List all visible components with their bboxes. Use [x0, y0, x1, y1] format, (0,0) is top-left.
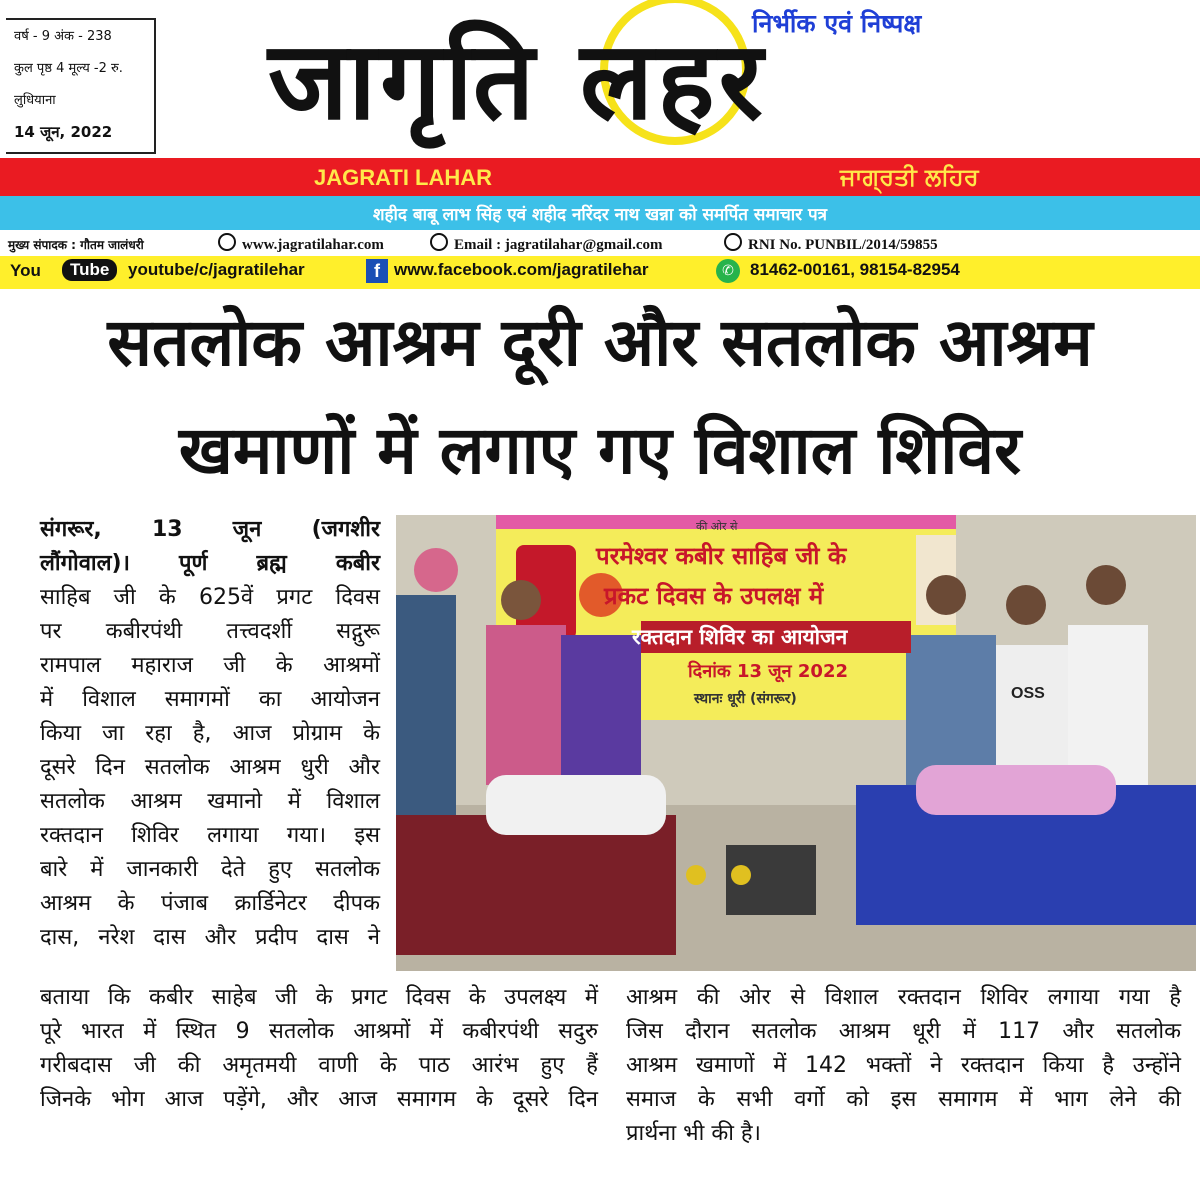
- article-line: लौंगोवाल)। पूर्ण ब्रह्म कबीर: [40, 551, 380, 576]
- article-line: बताया कि कबीर साहेब जी के प्रगट दिवस के उपलक्ष्य में: [40, 985, 598, 1010]
- issue-city: लुधियाना: [14, 93, 56, 108]
- shirt-text: OSS: [1011, 685, 1045, 702]
- email-link[interactable]: Email : jagratilahar@gmail.com: [454, 237, 663, 253]
- email-item: [430, 233, 663, 254]
- headline-line-1: सतलोक आश्रम दूरी और सतलोक आश्रम: [107, 304, 1093, 381]
- editor-name: मुख्य संपादक : गौतम जालंधरी: [8, 238, 144, 252]
- rni-number: RNI No. PUNBIL/2014/59855: [748, 237, 938, 253]
- article-line: गरीबदास जी की अमृतमयी वाणी के पाठ आरंभ हुए हैं: [40, 1053, 598, 1078]
- article-line: आश्रम के पंजाब क्रार्डिनेटर दीपक: [40, 891, 380, 916]
- whatsapp-icon: ✆: [716, 259, 740, 283]
- dedication-text: शहीद बाबू लाभ सिंह एवं शहीद नरिंदर नाथ खन्ना को समर्पित समाचार पत्र: [372, 205, 828, 225]
- article-left-column: [40, 513, 380, 955]
- article-line: साहिब जी के 625वें प्रगट दिवस: [40, 585, 380, 610]
- youtube-icon: Tube: [62, 259, 117, 281]
- youtube-logo-you: You: [10, 261, 41, 280]
- facebook-icon: f: [366, 259, 388, 283]
- article-line: प्रार्थना भी की है।: [626, 1121, 761, 1146]
- rni-item: [724, 233, 938, 254]
- article-line: में विशाल समागमों का आयोजन: [40, 687, 380, 712]
- english-name: JAGRATI LAHAR: [314, 165, 493, 190]
- bullet-icon: [430, 233, 448, 251]
- article-line: जिस दौरान सतलोक आश्रम धूरी में 117 और सतलोक: [626, 1019, 1181, 1044]
- bullet-icon: [724, 233, 742, 251]
- banner-date: दिनांक 13 जून 2022: [688, 661, 848, 682]
- article-line: पूरे भारत में स्थित 9 सतलोक आश्रमों में कबीरपंथी सदुरु: [40, 1019, 598, 1044]
- article-line: रक्तदान शिविर लगाया गया। इस: [40, 823, 380, 848]
- article-line: दास, नरेश दास और प्रदीप दास ने: [40, 925, 380, 950]
- issue-volume: वर्ष - 9 अंक - 238: [14, 29, 112, 44]
- banner-small-text: की ओर से: [696, 520, 738, 533]
- banner-place: स्थानः धूरी (संगरूर): [694, 691, 797, 707]
- article-line: रामपाल महाराज जी के आश्रमों: [40, 653, 380, 678]
- issue-info-box: [6, 18, 156, 154]
- article-line: सतलोक आश्रम खमानो में विशाल: [40, 789, 380, 814]
- issue-pages-price: कुल पृष्ठ 4 मूल्य -2 रु.: [14, 61, 123, 76]
- event-photo: [396, 515, 1196, 971]
- newspaper-title: जागृति लहर: [268, 19, 767, 144]
- article-line: जिनके भोग आज पड़ेंगे, और आज समागम के दूसरे दिन: [40, 1087, 598, 1112]
- article-line: समाज के सभी वर्गो को इस समागम में भाग लेने की: [626, 1087, 1181, 1112]
- article-line: बारे में जानकारी देते हुए सतलोक: [40, 857, 380, 882]
- article-bottom-left: [40, 981, 598, 1117]
- name-band: [0, 158, 1200, 196]
- article-line: संगरूर, 13 जून (जगशीर: [40, 517, 380, 542]
- facebook-link[interactable]: www.facebook.com/jagratilehar: [394, 260, 649, 279]
- article-line: दूसरे दिन सतलोक आश्रम धुरी और: [40, 755, 380, 780]
- youtube-link[interactable]: youtube/c/jagratilehar: [128, 260, 305, 279]
- tagline: निर्भीक एवं निष्पक्ष: [752, 9, 922, 38]
- issue-date: 14 जून, 2022: [14, 123, 113, 141]
- banner-line-1: परमेश्वर कबीर साहिब जी के: [596, 542, 847, 570]
- headline-line-2: खमाणों में लगाए गए विशाल शिविर: [178, 412, 1022, 489]
- bullet-icon: [218, 233, 236, 251]
- phone-numbers: 81462-00161, 98154-82954: [750, 260, 960, 279]
- punjabi-name: ਜਾਗ੍ਰਤੀ ਲਹਿਰ: [840, 163, 979, 191]
- article-line: किया जा रहा है, आज प्रोग्राम के: [40, 721, 380, 746]
- website-link[interactable]: www.jagratilahar.com: [242, 237, 384, 253]
- banner-line-3: रक्तदान शिविर का आयोजन: [632, 625, 848, 649]
- article-line: आश्रम की ओर से विशाल रक्तदान शिविर लगाया गया है: [626, 985, 1181, 1010]
- article-line: पर कबीरपंथी तत्त्वदर्शी सद्गुरू: [40, 619, 380, 644]
- article-line: आश्रम खमाणों में 142 भक्तों ने रक्तदान किया है उन्होंने: [626, 1053, 1181, 1078]
- article-bottom-right: [626, 981, 1181, 1151]
- website-item: [218, 233, 384, 254]
- banner-line-2: प्रकट दिवस के उपलक्ष में: [604, 582, 824, 610]
